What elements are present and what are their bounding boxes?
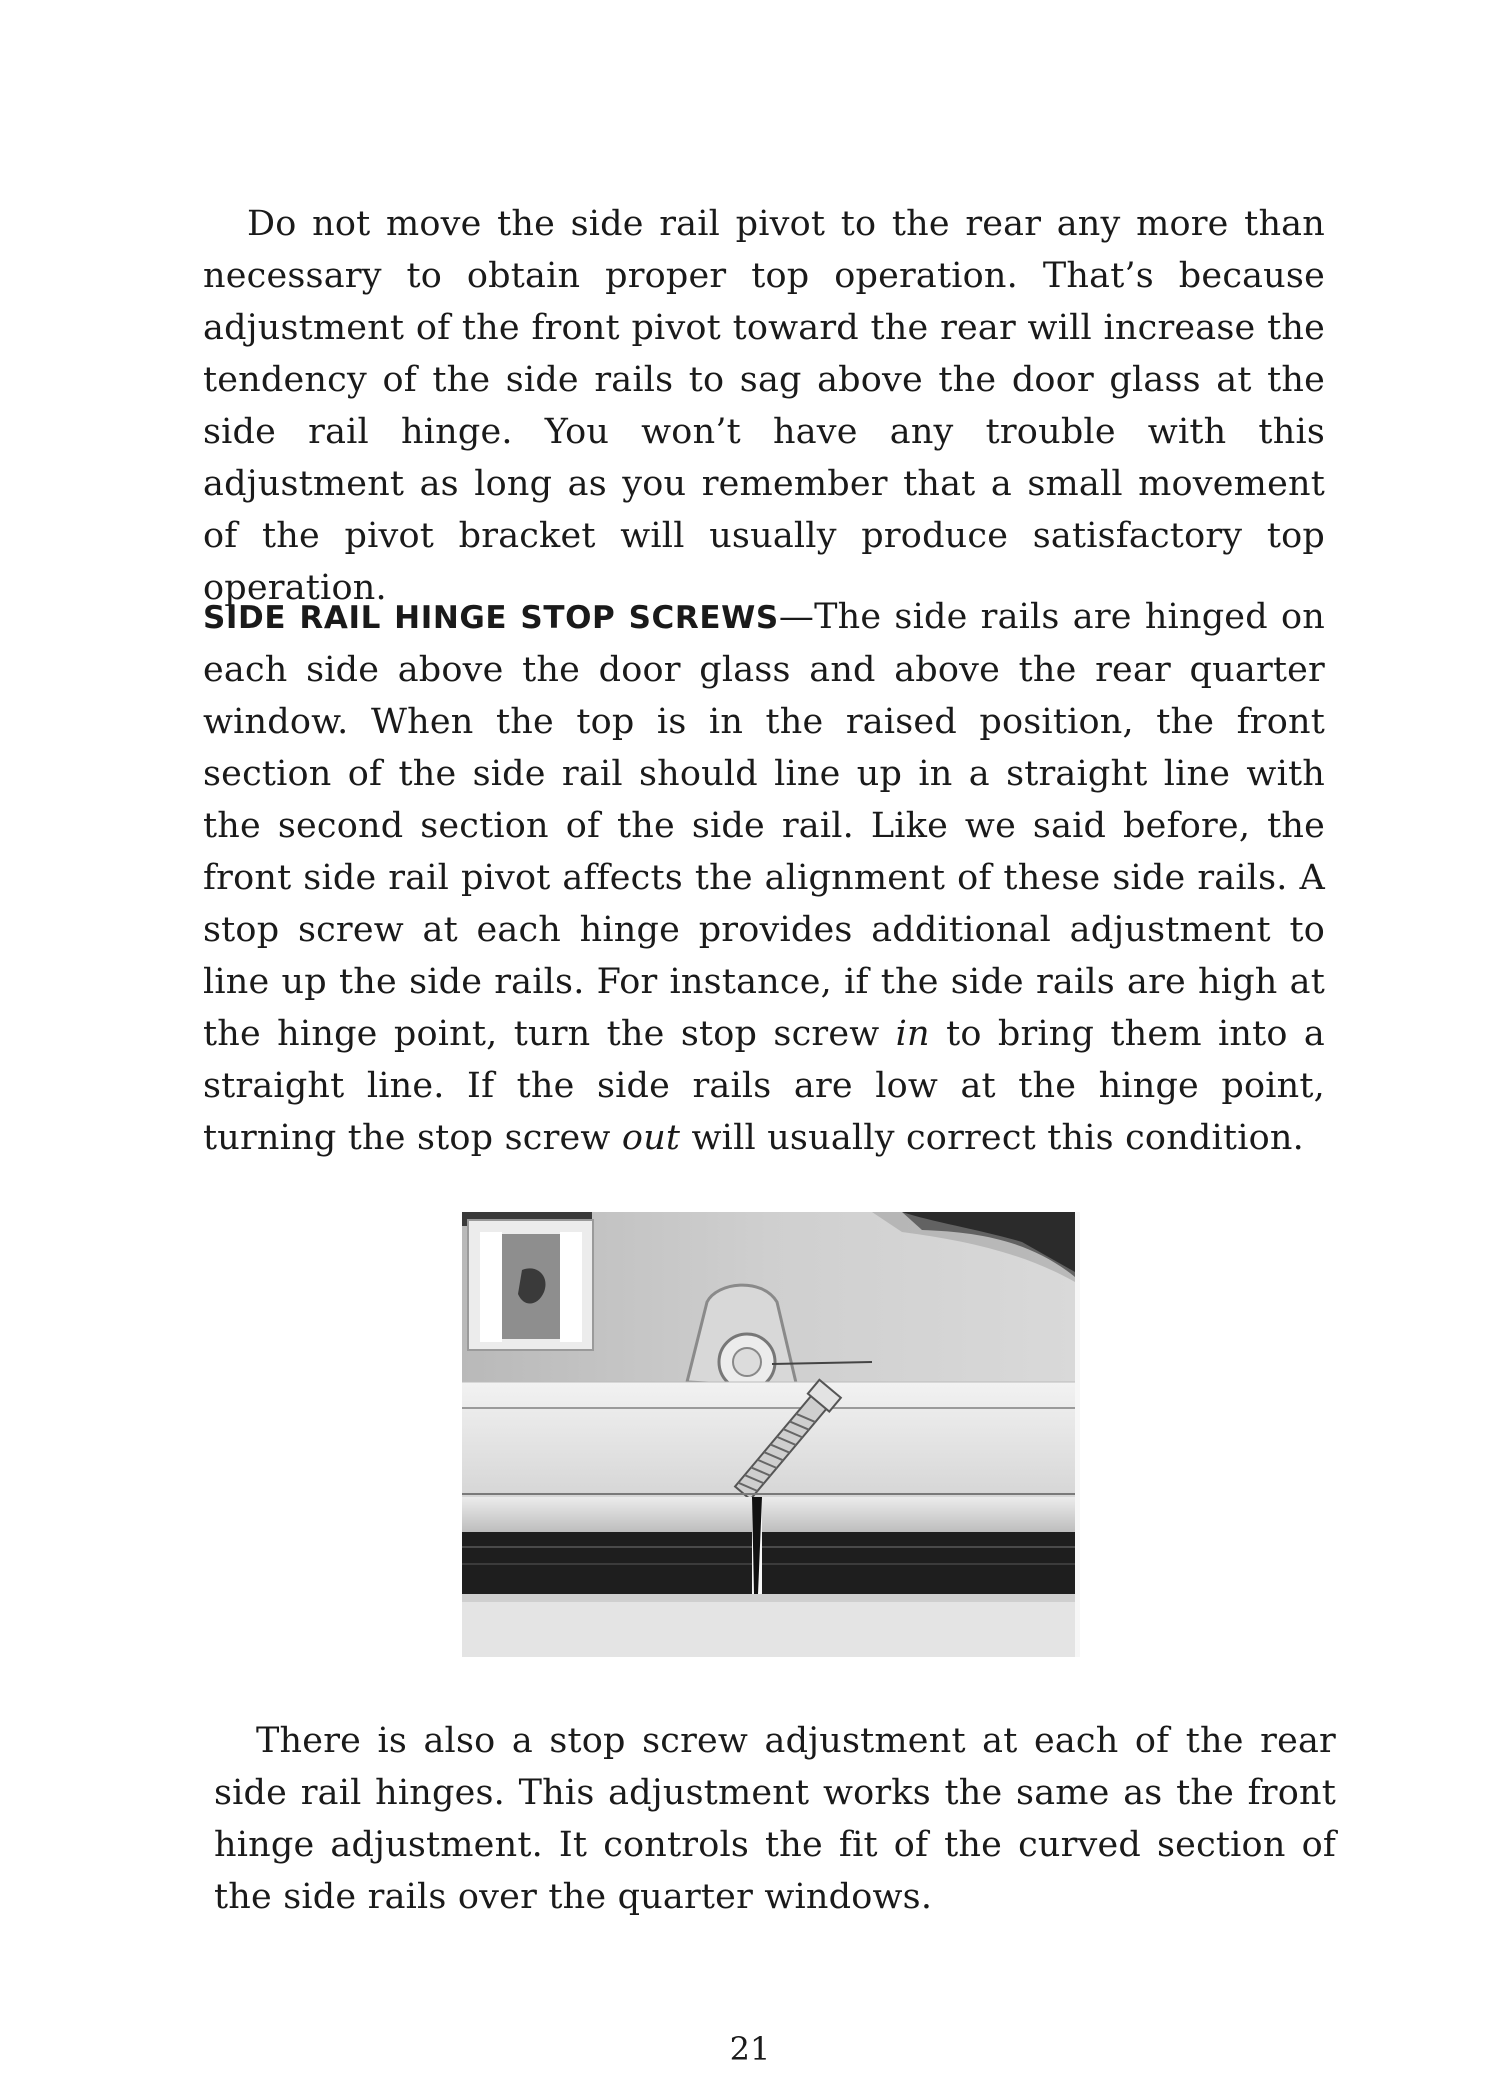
section-text-part-3: will usually correct this condition.: [680, 1118, 1304, 1158]
page-number: 21: [729, 2030, 771, 2068]
intro-paragraph: [203, 198, 1325, 614]
emphasis-in: in: [895, 1014, 930, 1054]
rear-hinge-paragraph: [214, 1715, 1336, 1923]
section-text-part-2: to bring them into a straight line. If the side rails are low at the hinge point, turning the stop screw: [203, 1014, 1325, 1158]
heading-dash: —: [778, 597, 815, 637]
hinge-stop-screw-photo: [462, 1212, 1080, 1657]
stop-screws-paragraph: [203, 591, 1325, 1164]
section-heading: SIDE RAIL HINGE STOP SCREWS: [203, 600, 779, 636]
emphasis-out: out: [621, 1118, 681, 1158]
section-text-part-1: The side rails are hinged on each side above the door glass and above the rear quarter window. When the top is in the raised position, the front section of the side rail should line up in a straight line with the second section of the side rail. Like we said before, the front side rail pivot affects the alignment of these side rails. A stop screw at each hinge provides additional adjustment to line up the side rails. For instance, if the side rails are high at the hinge point, turn the stop screw: [203, 597, 1325, 1054]
stop-screws-section: [203, 591, 1325, 1164]
rear-hinge-paragraph-text: There is also a stop screw adjustment at each of the rear side rail hinges. This adjustment works the same as the front hinge adjustment. It controls the fit of the curved section of the side rails over the quarter windows.: [214, 1721, 1336, 1917]
intro-paragraph-text: Do not move the side rail pivot to the rear any more than necessary to obtain proper top operation. That’s because adjustment of the front pivot toward the rear will increase the tendency of the side rails to sag above the door glass at the side rail hinge. You won’t have any trouble with this adjustment as long as you remember that a small movement of the pivot bracket will usually produce satisfactory top operation.: [203, 204, 1325, 608]
